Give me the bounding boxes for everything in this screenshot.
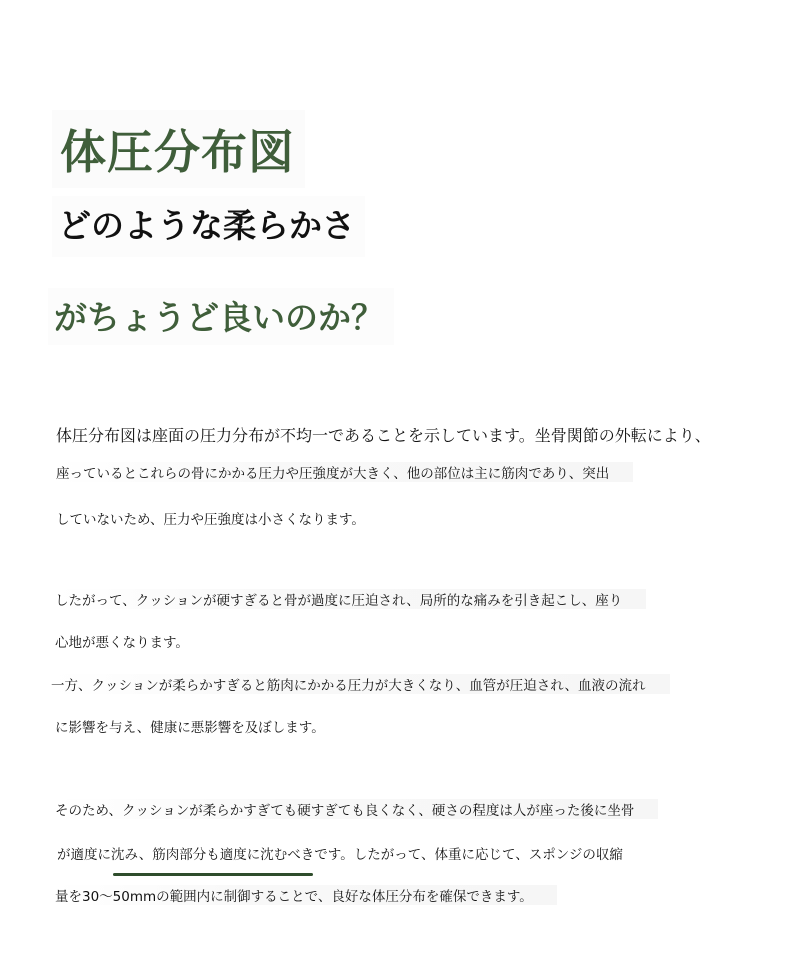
subtitle-line-2: がちょうど良いのか？	[48, 288, 394, 345]
paragraph-2-line-3: 一方、クッションが柔らかすぎると筋肉にかかる圧力が大きくなり、血管が圧迫され、血液の流れ	[51, 674, 670, 694]
paragraph-2-line-2: 心地が悪くなります。	[55, 635, 189, 651]
subtitle-line-1: どのような柔らかさ	[52, 196, 365, 257]
paragraph-2-line-1: したがって、クッションが硬すぎると骨が過度に圧迫され、局所的な痛みを引き起こし、座り	[55, 589, 646, 609]
page-title: 体圧分布図	[52, 110, 305, 188]
paragraph-3-line-2: が適度に沈み、筋肉部分も適度に沈むべきです。したがって、体重に応じて、スポンジの収縮	[57, 847, 623, 863]
paragraph-3-line-3: 量を30〜50mmの範囲内に制御することで、良好な体圧分布を確保できます。	[55, 885, 557, 905]
paragraph-2-line-4: に影響を与え、健康に悪影響を及ぼします。	[55, 720, 325, 736]
paragraph-1-line-3: していないため、圧力や圧強度は小さくなります。	[56, 512, 365, 528]
underline-mark	[113, 873, 313, 876]
paragraph-3-line-1: そのため、クッションが柔らかすぎても硬すぎても良くなく、硬さの程度は人が座った後に坐骨	[55, 799, 658, 819]
paragraph-1-line-2: 座っているとこれらの骨にかかる圧力や圧強度が大きく、他の部位は主に筋肉であり、突出	[56, 462, 633, 482]
paragraph-1-line-1: 体圧分布図は座面の圧力分布が不均一であることを示しています。坐骨関節の外転により、	[56, 426, 711, 445]
